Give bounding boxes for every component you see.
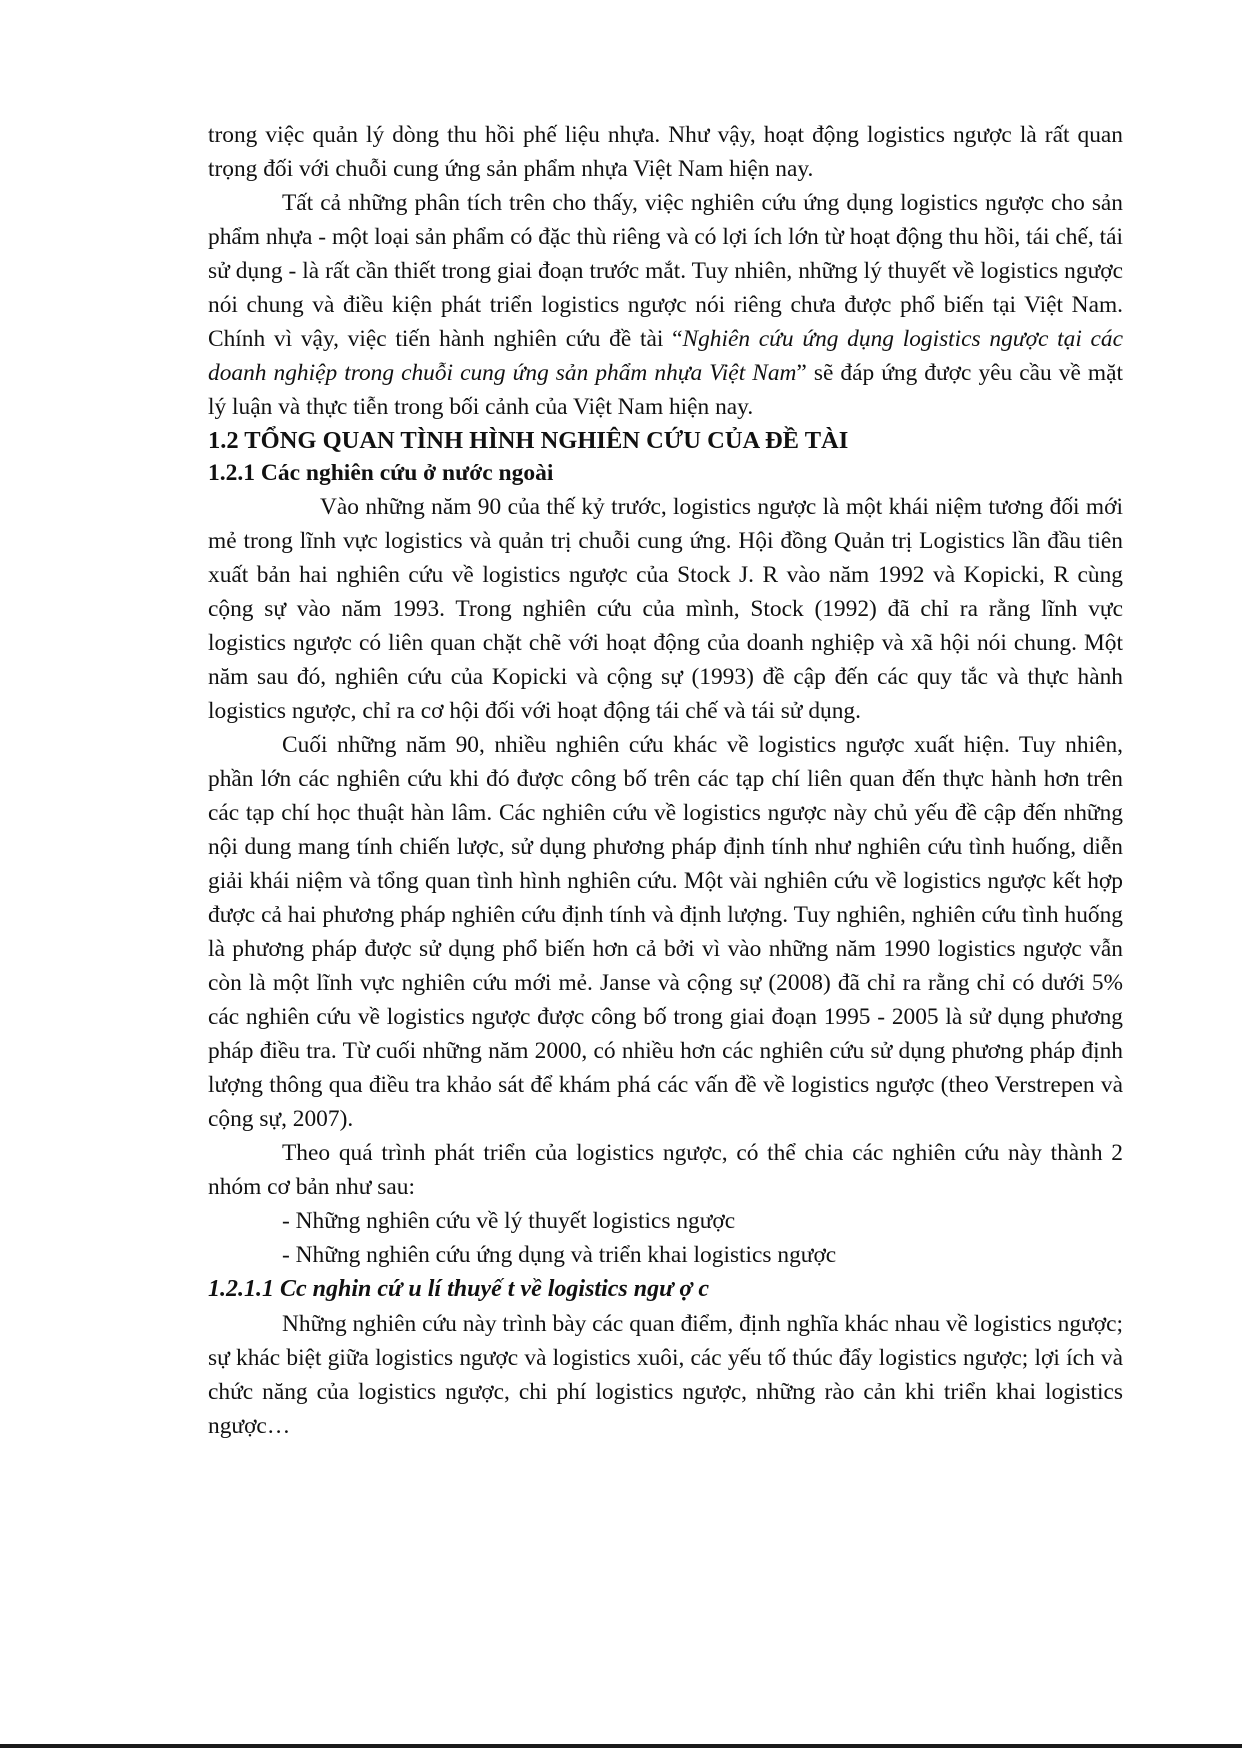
section-heading-1-2: 1.2 TỔNG QUAN TÌNH HÌNH NGHIÊN CỨU CỦA ĐỀ TÀI bbox=[208, 427, 849, 454]
paragraph-analysis-end: ” sẽ đáp ứng được yêu cầu về mặt lý luận và thực tiễn trong bối cảnh của Việt Nam hiện nay. bbox=[208, 360, 1123, 420]
paragraph-theory-studies: Những nghiên cứu này trình bày các quan điểm, định nghĩa khác nhau về logistics ngược; sự khác biệt giữa logistics ngược và logistics xuôi, các yếu tố thúc đẩy logistics ngược; lợi ích và chức năng của logistics ngược, chi phí logistics ngược, những rào cản khi triển khai logistics ngược… bbox=[208, 1311, 1123, 1439]
paragraph-analysis bbox=[208, 186, 1123, 424]
paragraph-analysis-text: Tất cả những phân tích trên cho thấy, việc nghiên cứu ứng dụng logistics ngược cho sản phẩm nhựa - một loại sản phẩm có đặc thù riêng và có lợi ích lớn từ hoạt động thu hồi, tái chế, tái sử dụng - là rất cần thiết trong giai đoạn trước mắt. Tuy nhiên, những lý thuyết về logistics ngược nói chung và điều kiện phát triển logistics ngược nói riêng chưa được phổ biến tại Việt Nam. Chính vì vậy, việc tiến hành nghiên cứu đề tài “ bbox=[208, 190, 1123, 352]
section-heading-1-2-1-1: 1.2.1.1 Cc nghin cứ u lí thuyế t về logistics ngư ợ c bbox=[208, 1276, 709, 1302]
research-title-italic: Nghiên cứu ứng dụng logistics ngược tại các doanh nghiệp trong chuỗi cung ứng sản phẩm nhựa Việt Nam bbox=[208, 326, 1123, 386]
section-heading-1-2-1: 1.2.1 Các nghiên cứu ở nước ngoài bbox=[208, 460, 554, 486]
paragraph-foreign-studies: Vào những năm 90 của thế kỷ trước, logistics ngược là một khái niệm tương đối mới mẻ trong lĩnh vực logistics và quản trị chuỗi cung ứng. Hội đồng Quản trị Logistics lần đầu tiên xuất bản hai nghiên cứu về logistics ngược của Stock J. R vào năm 1992 và Kopicki, R cùng cộng sự vào năm 1993. Trong nghiên cứu của mình, Stock (1992) đã chỉ ra rằng lĩnh vực logistics ngược có liên quan chặt chẽ với hoạt động của doanh nghiệp và xã hội nói chung. Một năm sau đó, nghiên cứu của Kopicki và cộng sự (1993) đề cập đến các quy tắc và thực hành logistics ngược, chỉ ra cơ hội đối với hoạt động tái chế và tái sử dụng. bbox=[208, 494, 1123, 724]
bullet-application: - Những nghiên cứu ứng dụng và triển khai logistics ngược bbox=[282, 1242, 837, 1268]
paragraph-groups: Theo quá trình phát triển của logistics ngược, có thể chia các nghiên cứu này thành 2 nhóm cơ bản như sau: bbox=[208, 1140, 1123, 1200]
paragraph-intro-end: trong việc quản lý dòng thu hồi phế liệu nhựa. Như vậy, hoạt động logistics ngược là rất quan trọng đối với chuỗi cung ứng sản phẩm nhựa Việt Nam hiện nay. bbox=[208, 122, 1123, 182]
document-page bbox=[208, 118, 1123, 1443]
bullet-theory: - Những nghiên cứu về lý thuyết logistics ngược bbox=[282, 1208, 736, 1234]
page-bottom-border bbox=[0, 1744, 1242, 1748]
paragraph-late-90s: Cuối những năm 90, nhiều nghiên cứu khác về logistics ngược xuất hiện. Tuy nhiên, phần lớn các nghiên cứu khi đó được công bố trên các tạp chí liên quan đến thực hành hơn trên các tạp chí học thuật hàn lâm. Các nghiên cứu về logistics ngược này chủ yếu đề cập đến những nội dung mang tính chiến lược, sử dụng phương pháp định tính như nghiên cứu tình huống, diễn giải khái niệm và tổng quan tình hình nghiên cứu. Một vài nghiên cứu về logistics ngược kết hợp được cả hai phương pháp nghiên cứu định tính và định lượng. Tuy nghiên, nghiên cứu tình huống là phương pháp được sử dụng phổ biến hơn cả bởi vì vào những năm 1990 logistics ngược vẫn còn là một lĩnh vực nghiên cứu mới mẻ. Janse và cộng sự (2008) đã chỉ ra rằng chỉ có dưới 5% các nghiên cứu về logistics ngược được công bố trong giai đoạn 1995 - 2005 là sử dụng phương pháp điều tra. Từ cuối những năm 2000, có nhiều hơn các nghiên cứu sử dụng phương pháp định lượng thông qua điều tra khảo sát để khám phá các vấn đề về logistics ngược (theo Verstrepen và cộng sự, 2007). bbox=[208, 732, 1123, 1132]
